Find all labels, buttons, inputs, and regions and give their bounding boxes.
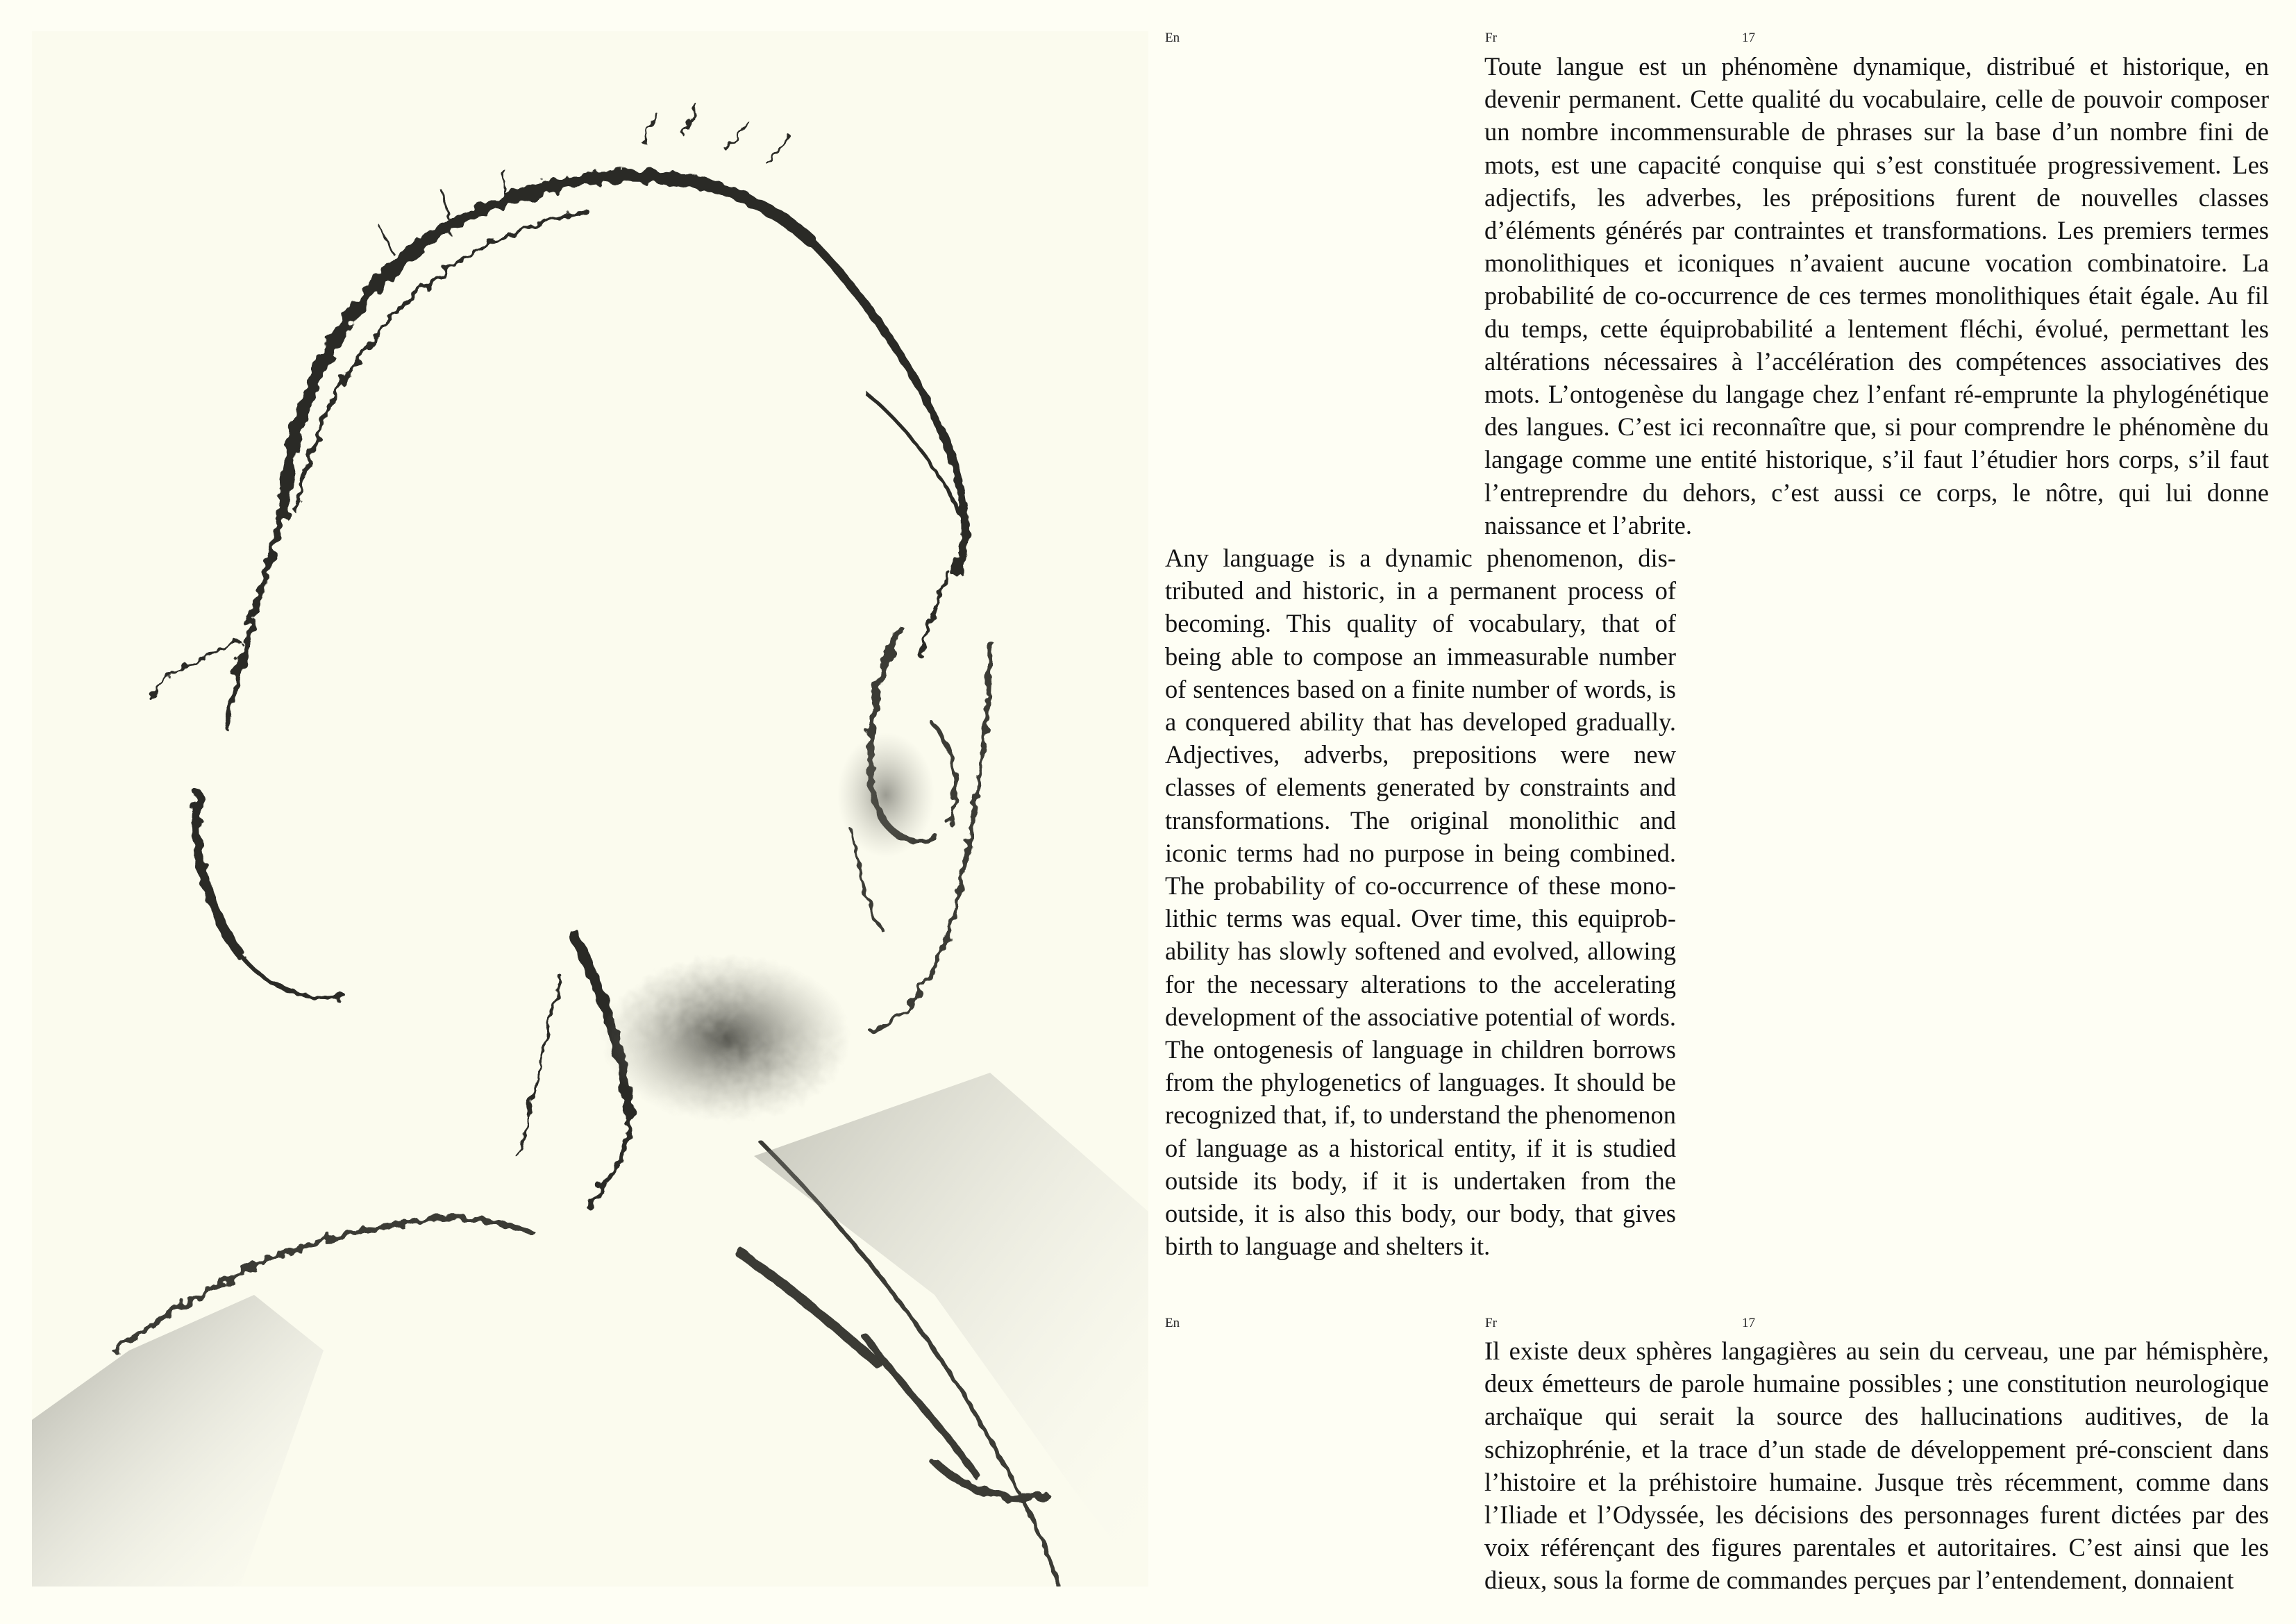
portrait-photo xyxy=(32,31,1148,1587)
lower-french-text xyxy=(1484,1334,2269,1597)
upper-header-fr: Fr xyxy=(1485,31,1497,45)
lower-page-number: 17 xyxy=(1742,1316,1755,1330)
lower-french-paragraph: Il existe deux sphères langagières au sein du cerveau, une par hémisphère, deux émetteurs de parole humaine possibles ; une constitution neurologique archaïque qui serait la source des hallucinations auditives, de la schizophrénie, et la trace d’un stade de développement pré-conscient dans l’histoire et la préhistoire humaine. Jusque très récemment, comme dans l’Iliade et l’Odyssée, les décisions des personnages furent dictées par des voix référençant des figures parentales et autoritaires. C’est ainsi que les dieux, sous la forme de commandes perçues par l’entendement, donnaient xyxy=(1484,1337,2269,1595)
portrait-photo-icon xyxy=(32,31,1148,1587)
upper-french-text xyxy=(1484,50,2269,542)
upper-page-number: 17 xyxy=(1742,31,1755,45)
upper-header-en: En xyxy=(1165,31,1180,45)
right-page xyxy=(1148,0,2296,1624)
upper-english-paragraph: Any language is a dynamic phenomenon, distributed and historic, in a permanent process of becoming. This quality of vocabulary, that of being able to compose an immeasurable number of sentences based on a finite number of words, is a conquered ability that has developed gradually. Adjectives, adverbs, prepositions were new classes of elements generated by constraints and transformations. The original monolithic and iconic terms had no purpose in being combined. The probability of co-occurrence of these monolithic terms was equal. Over time, this equiprobability has slowly softened and evolved, allowing for the necessary alterations to the accelerating development of the associative potential of words. The ontogenesis of language in children borrows from the phylogenetics of languages. It should be recognized that, if, to understand the phenomenon of language as a historical entity, if it is studied outside its body, if it is undertaken from the outside, it is also this body, our body, that gives birth to language and shelters it. xyxy=(1165,544,1676,1261)
upper-french-paragraph: Toute langue est un phénomène dynamique, distribué et historique, en devenir permanent. Cette qualité du vocabulaire, celle de pouvoir composer un nombre incommensurable de phrases sur la base d’un nombre fini de mots, est une capacité conquise qui s’est constituée progressivement. Les adjectifs, les adverbes, les prépositions furent de nouvelles classes d’éléments générés par contraintes et transformations. Les premiers termes monolithiques et iconiques n’avaient aucune vocation combinatoire. La probabilité de co-occurrence de ces termes monolithiques était égale. Au fil du temps, cette équiprobabilité a lentement fléchi, évolué, permettant les altérations nécessaires à l’accélération des compétences associatives des mots. L’ontogenèse du langage chez l’enfant ré-emprunte la phylogénétique des langues. C’est ici reconnaître que, si pour comprendre le phénomène du langage comme une entité historique, s’il faut l’étudier hors corps, s’il faut l’entreprendre du dehors, c’est aussi ce corps, le nôtre, qui lui donne naissance et l’abrite. xyxy=(1484,52,2269,539)
upper-english-text xyxy=(1165,542,1676,1262)
lower-header-en: En xyxy=(1165,1316,1180,1330)
lower-header-fr: Fr xyxy=(1485,1316,1497,1330)
